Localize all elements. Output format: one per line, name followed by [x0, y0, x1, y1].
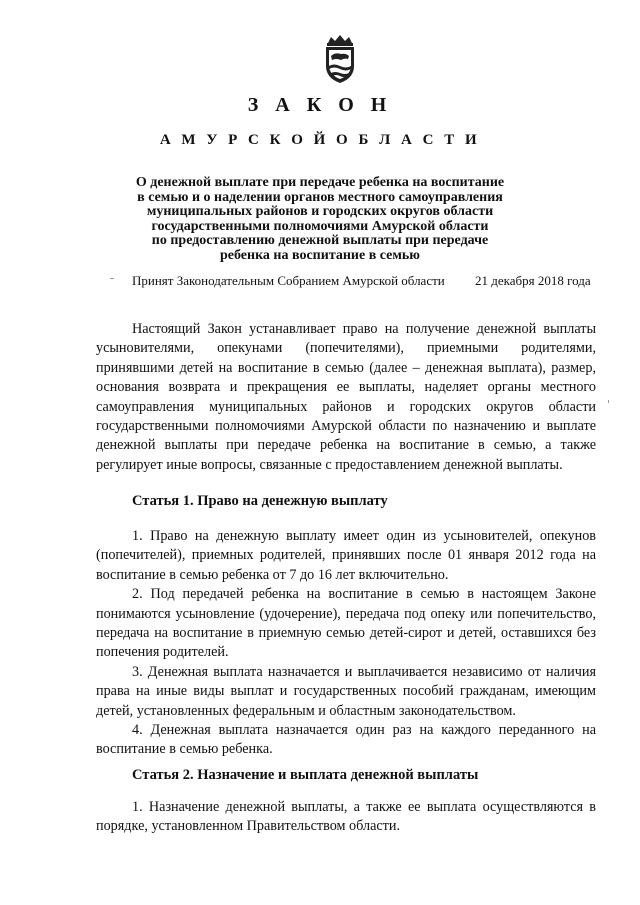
- article-1-body: [96, 527, 596, 760]
- law-subject: [60, 176, 580, 263]
- subject-line: О денежной выплате при передаче ребенка на воспитание: [135, 175, 505, 190]
- subject-line: ребенка на воспитание в семью: [219, 247, 421, 263]
- article-2-heading: Статья 2. Назначение и выплата денежной выплаты: [132, 767, 479, 783]
- subject-line: в семью и о наделении органов местного самоуправления: [137, 189, 503, 205]
- subject-line: государственными полномочиями Амурской области: [151, 218, 489, 234]
- adopted-by: Принят Законодательным Собранием Амурской области: [132, 273, 445, 288]
- subject-line: муниципальных районов и городских округов области: [146, 204, 494, 219]
- paragraph: 1. Назначение денежной выплаты, а также ее выплата осуществляются в порядке, установленном Правительством области.: [96, 799, 596, 835]
- article-1-heading: Статья 1. Право на денежную выплату: [132, 493, 388, 509]
- subject-line: по предоставлению денежной выплаты при передаче: [151, 233, 489, 248]
- adoption-date: 21 декабря 2018 года: [475, 273, 591, 288]
- paragraph: 1. Право на денежную выплату имеет один из усыновителей, опекунов (попечителей), приемных родителей, принявших после 01 января 2012 года на воспитание в семью ребенка от 7 до 16 лет включительно.: [96, 528, 596, 583]
- preamble: [96, 320, 596, 475]
- paragraph: 2. Под передачей ребенка на воспитание в семью в настоящем Законе понимаются усыновление (удочерение), передача под опеку или попечительство, передача на воспитание в приемную семью детей-сирот и детей, оставшихся без попечения родителей.: [96, 586, 596, 661]
- law-title: З А К О Н: [247, 94, 393, 116]
- paragraph: 3. Денежная выплата назначается и выплачивается независимо от наличия права на иные виды выплат и государственных пособий гражданам, имеющим детей, установленных федеральным и областным законодательством.: [96, 663, 596, 719]
- region-title: А М У Р С К О Й О Б Л А С Т И: [159, 132, 481, 148]
- article-2-body: [96, 798, 596, 837]
- scan-mark: [608, 400, 609, 403]
- amur-coat-of-arms-icon: [319, 34, 361, 84]
- preamble-text: Настоящий Закон устанавливает право на получение денежной выплаты усыновителями, опекунами (попечителями), приемными родителями, принявшими детей на воспитание в семью (далее – денежная выплата), размер, основания возврата и прекращения ее выплаты, наделяет органы местного самоуправления муниципальных районов и городских округов области государственными полномочиями Амурской области по назначению и выплате денежной выплаты при передаче ребенка на воспитание в семью, а также регулирует иные вопросы, связанные с предоставлением денежной выплаты.: [96, 321, 596, 473]
- scan-mark: [110, 278, 114, 279]
- paragraph: 4. Денежная выплата назначается один раз на каждого переданного на воспитание в семью ребенка.: [96, 722, 596, 758]
